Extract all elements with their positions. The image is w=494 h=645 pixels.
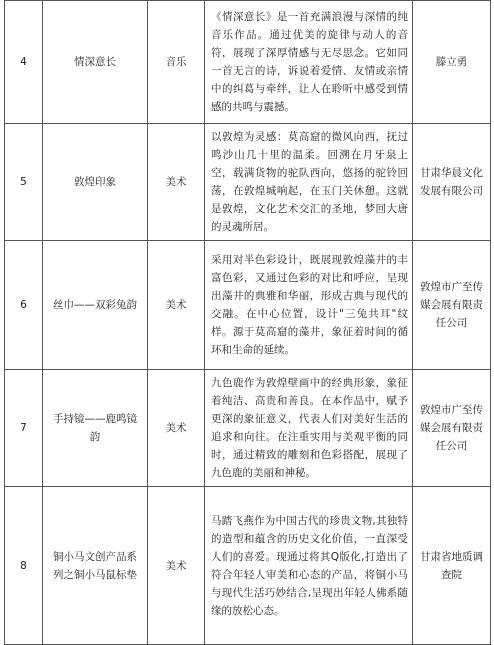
work-description: 采用对半色彩设计，既展现敦煌藻井的丰富色彩，又通过色彩的对比和呼应，呈现出藻井的典雅和华丽，形成古典与现代的交融。在中心位置，设计"三兔共耳"纹样。源于莫高窟的藻井，象征着时间的循环和生命的延续。 (205, 241, 413, 370)
work-category: 美术 (148, 370, 205, 487)
table-row (5, 370, 491, 487)
work-author: 敦煌市广至传媒会展有限责任公司 (413, 370, 491, 487)
work-name: 手持镜——鹿鸣镜韵 (43, 370, 148, 487)
works-table (4, 0, 491, 645)
work-description: 《情深意长》是一首充满浪漫与深情的纯音乐作品。通过优美的旋律与动人的音符，展现了深厚情感与无尽思念。它如同一首无言的诗，诉说着爱情、友情或亲情中的纠葛与牵绊，让人在聆听中感受到情感的共鸣与震撼。 (205, 1, 413, 124)
work-category: 美术 (148, 487, 205, 645)
row-number: 5 (5, 124, 43, 241)
work-name: 丝巾——双彩兔韵 (43, 241, 148, 370)
work-name: 铜小马文创产品系列之铜小马鼠标垫 (43, 487, 148, 645)
work-author: 甘肃华晨文化发展有限公司 (413, 124, 491, 241)
table-row (5, 487, 491, 645)
work-description: 以敦煌为灵感：莫高窟的微风向西，抚过鸣沙山几十里的温柔。回溯在月牙泉上空，载满货物的驼队西向，悠扬的驼铃回荡，在敦煌城响起，在玉门关休憩。这就是敦煌，文化艺术交汇的圣地，梦回大唐的灵魂所居。 (205, 124, 413, 241)
row-number: 7 (5, 370, 43, 487)
table-row (5, 124, 491, 241)
work-name: 情深意长 (43, 1, 148, 124)
table-row (5, 241, 491, 370)
work-description: 九色鹿作为敦煌壁画中的经典形象，象征着纯洁、高贵和善良。在本作品中，赋予更深的象征意义，代表人们对美好生活的追求和向往。在注重实用与美观平衡的同时，通过精致的雕刻和色彩搭配，展现了九色鹿的美丽和神秘。 (205, 370, 413, 487)
row-number: 4 (5, 1, 43, 124)
table-row (5, 1, 491, 124)
work-name: 敦煌印象 (43, 124, 148, 241)
work-category: 美术 (148, 241, 205, 370)
work-category: 音乐 (148, 1, 205, 124)
work-author: 甘肃省地质调查院 (413, 487, 491, 645)
row-number: 8 (5, 487, 43, 645)
row-number: 6 (5, 241, 43, 370)
work-author: 敦煌市广至传媒会展有限责任公司 (413, 241, 491, 370)
work-description: 马踏飞燕作为中国古代的珍贵文物,其独特的造型和蕴含的历史文化价值，一直深受人们的喜爱。现通过将其Q版化,打造出了符合年轻人审美和心态的产品，将铜小马与现代生活巧妙结合,呈现出年轻人佛系随缘的放松心态。 (205, 487, 413, 645)
work-author: 滕立勇 (413, 1, 491, 124)
work-category: 美术 (148, 124, 205, 241)
